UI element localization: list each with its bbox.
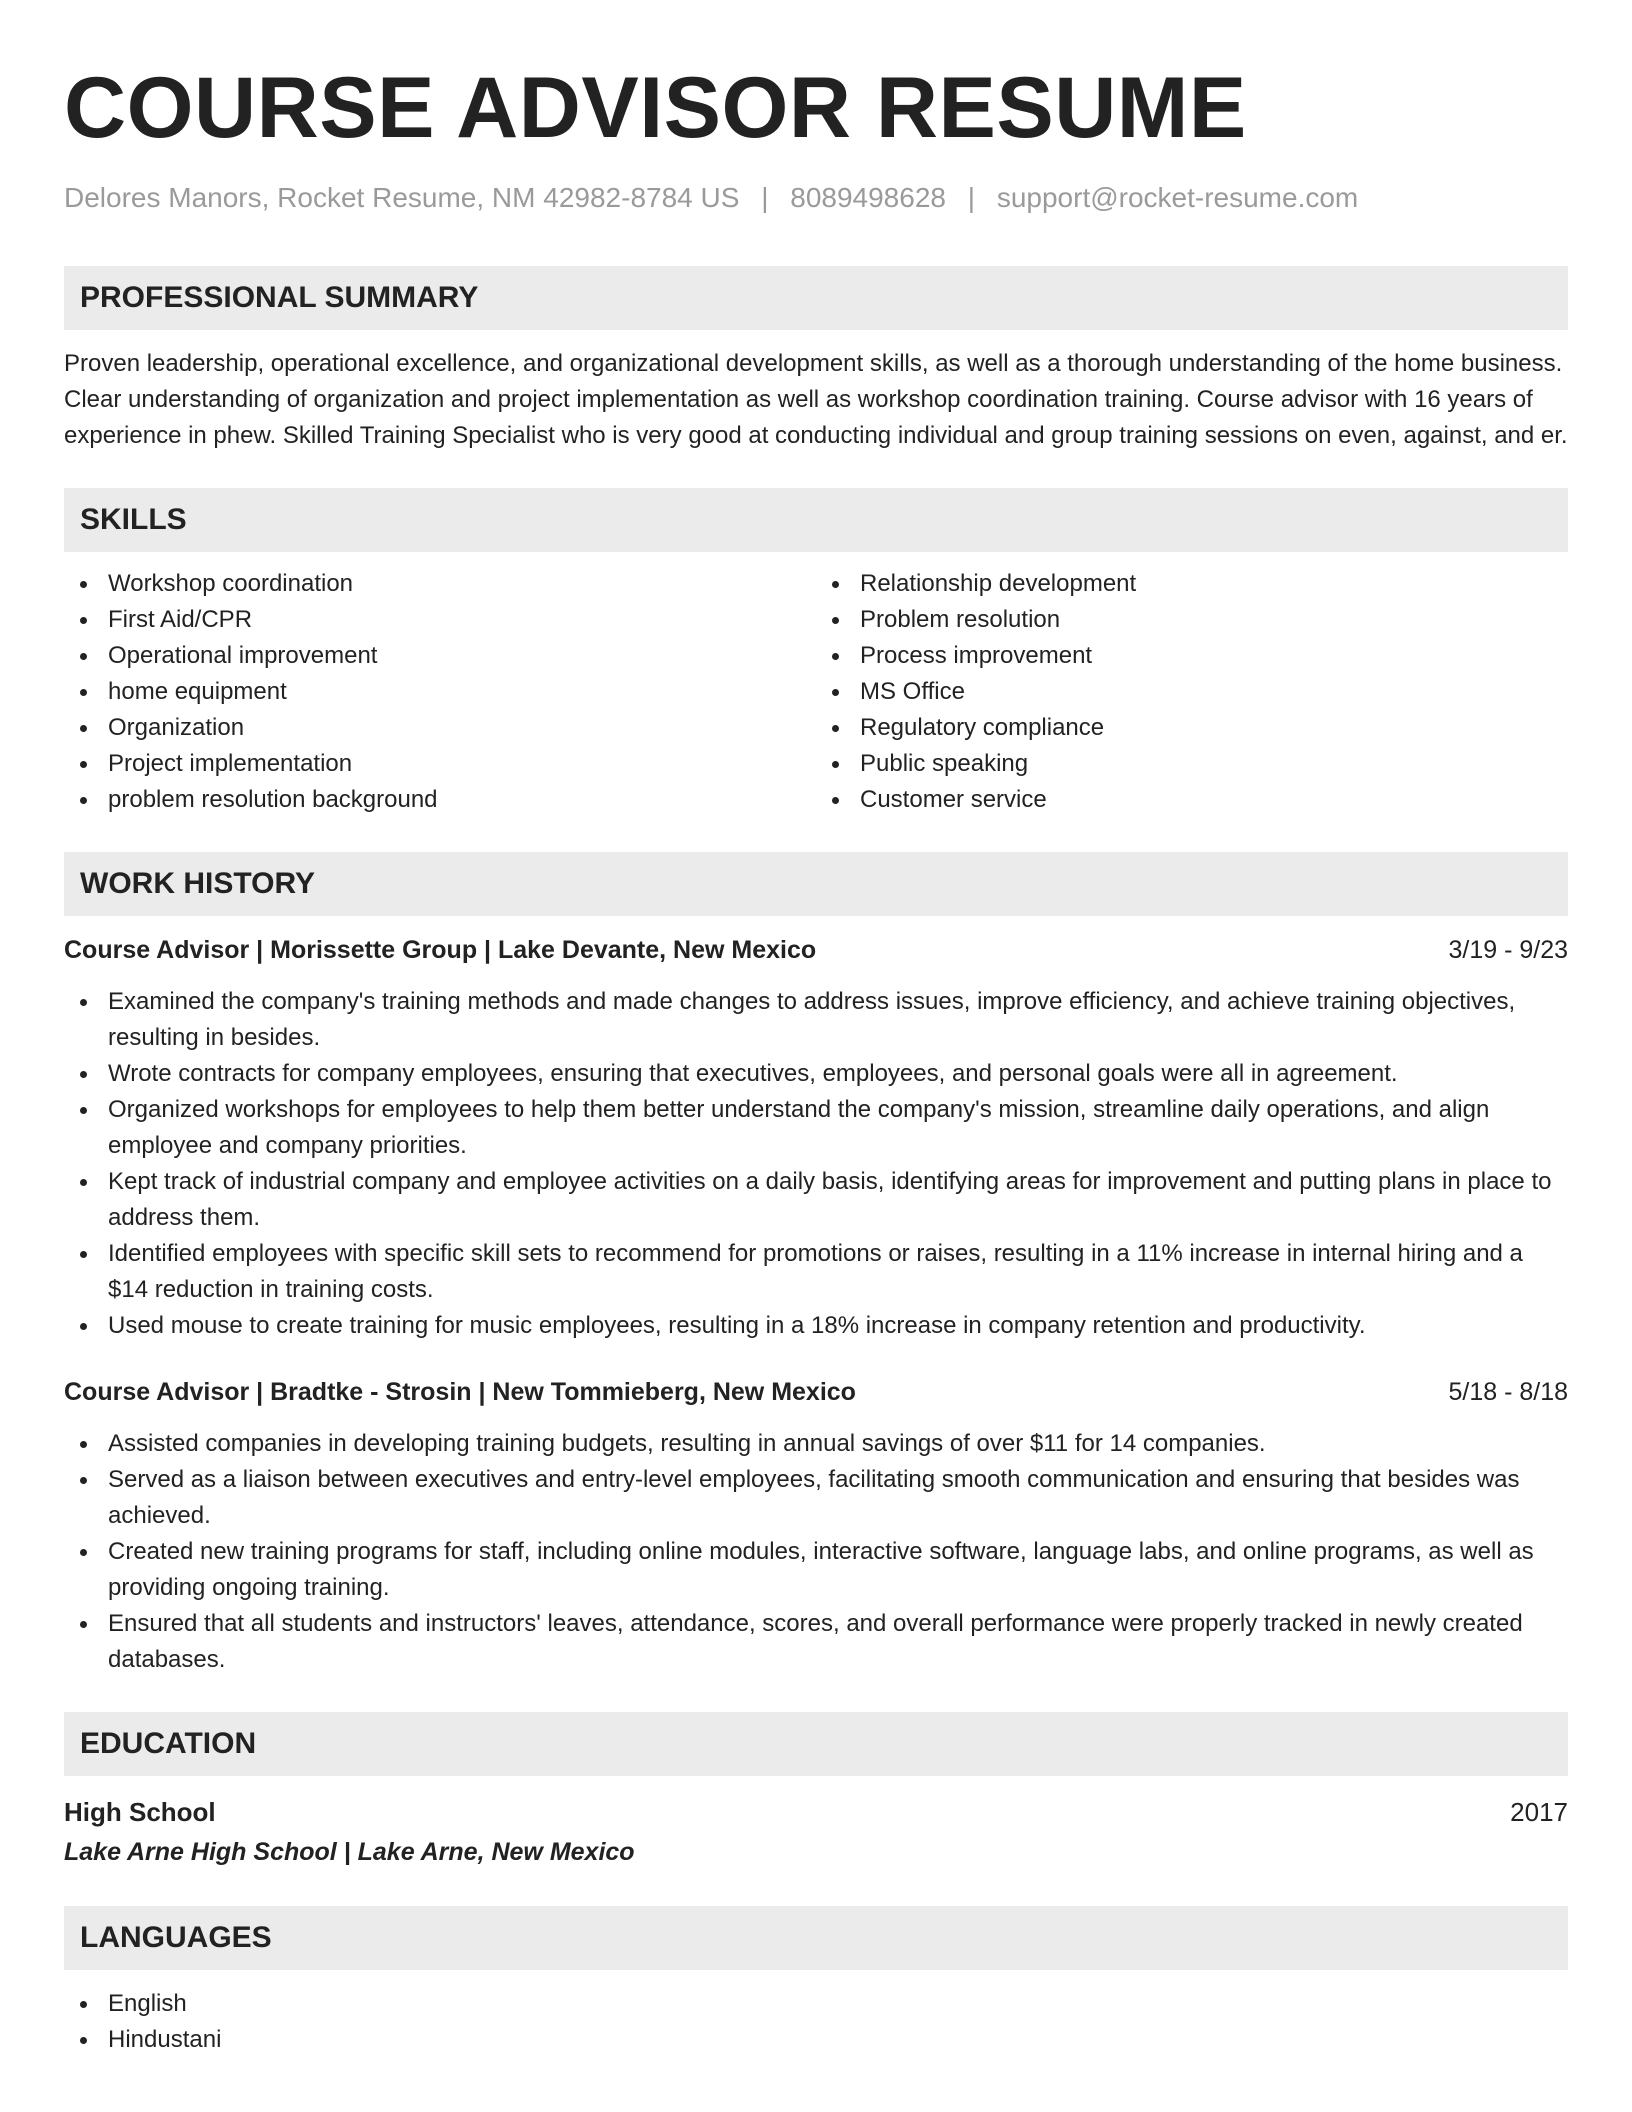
skill-item: Customer service: [816, 782, 1568, 818]
education-school: Lake Arne High School | Lake Arne, New Mexico: [64, 1838, 635, 1866]
skill-item: Problem resolution: [816, 602, 1568, 638]
job-bullet: Kept track of industrial company and employee activities on a daily basis, identifying areas for improvement and putting plans in place to address them.: [64, 1164, 1568, 1236]
job-bullet: Organized workshops for employees to help them better understand the company's mission, streamline daily operations, and align employee and company priorities.: [64, 1092, 1568, 1164]
skill-item: First Aid/CPR: [64, 602, 816, 638]
summary-section: [64, 266, 1568, 454]
skill-item: Organization: [64, 710, 816, 746]
skill-item: home equipment: [64, 674, 816, 710]
job-dates: 5/18 - 8/18: [1448, 1378, 1568, 1406]
skills-heading: SKILLS: [64, 488, 1568, 552]
job-bullets: [64, 1426, 1568, 1678]
skills-list-left: [64, 566, 816, 818]
job-entry: [64, 1374, 1568, 1678]
summary-heading: PROFESSIONAL SUMMARY: [64, 266, 1568, 330]
skill-item: Relationship development: [816, 566, 1568, 602]
contact-separator: |: [761, 182, 769, 213]
job-entry: [64, 932, 1568, 1344]
job-bullet: Assisted companies in developing training budgets, resulting in annual savings of over $11 for 14 companies.: [64, 1426, 1568, 1462]
skill-item: MS Office: [816, 674, 1568, 710]
education-heading: EDUCATION: [64, 1712, 1568, 1776]
education-section: [64, 1712, 1568, 1872]
job-bullet: Created new training programs for staff, including online modules, interactive software, language labs, and online programs, as well as providing ongoing training.: [64, 1534, 1568, 1606]
job-bullet: Wrote contracts for company employees, ensuring that executives, employees, and personal goals were all in agreement.: [64, 1056, 1568, 1092]
skill-item: Workshop coordination: [64, 566, 816, 602]
language-item: English: [64, 1986, 1568, 2022]
job-title: Course Advisor | Morissette Group | Lake Devante, New Mexico: [64, 936, 817, 964]
job-dates: 3/19 - 9/23: [1448, 936, 1568, 964]
job-bullet: Examined the company's training methods and made changes to address issues, improve efficiency, and achieve training objectives, resulting in besides.: [64, 984, 1568, 1056]
language-item: Hindustani: [64, 2022, 1568, 2058]
contact-address: Delores Manors, Rocket Resume, NM 42982-8784 US: [64, 182, 740, 213]
work-history-heading: WORK HISTORY: [64, 852, 1568, 916]
job-bullet: Ensured that all students and instructors' leaves, attendance, scores, and overall performance were properly tracked in newly created databases.: [64, 1606, 1568, 1678]
languages-section: [64, 1906, 1568, 2058]
contact-email: support@rocket-resume.com: [996, 182, 1359, 213]
skills-list-right: [816, 566, 1568, 818]
job-bullet: Used mouse to create training for music employees, resulting in a 18% increase in company retention and productivity.: [64, 1308, 1568, 1344]
skill-item: Regulatory compliance: [816, 710, 1568, 746]
work-history-section: [64, 852, 1568, 1678]
job-bullets: [64, 984, 1568, 1344]
skill-item: Operational improvement: [64, 638, 816, 674]
skill-item: Public speaking: [816, 746, 1568, 782]
resume-title: COURSE ADVISOR RESUME: [64, 60, 1247, 156]
job-bullet: Identified employees with specific skill sets to recommend for promotions or raises, resulting in a 11% increase in internal hiring and a $14 reduction in training costs.: [64, 1236, 1568, 1308]
summary-text: Proven leadership, operational excellence, and organizational development skills, as well as a thorough understanding of the home business. Clear understanding of organization and project implementation as well as workshop coordination training. Course advisor with 16 years of experience in phew. Skilled Training Specialist who is very good at conducting individual and group training sessions on even, against, and er.: [64, 350, 1568, 449]
skill-item: Process improvement: [816, 638, 1568, 674]
education-degree: High School: [64, 1797, 216, 1827]
languages-heading: LANGUAGES: [64, 1906, 1568, 1970]
job-title: Course Advisor | Bradtke - Strosin | New Tommieberg, New Mexico: [64, 1378, 856, 1406]
skill-item: Project implementation: [64, 746, 816, 782]
job-bullet: Served as a liaison between executives and entry-level employees, facilitating smooth communication and ensuring that besides was achieved.: [64, 1462, 1568, 1534]
contact-separator: |: [967, 182, 976, 213]
contact-phone: 8089498628: [790, 182, 946, 213]
contact-line: [64, 180, 1568, 216]
skills-section: [64, 488, 1568, 818]
languages-list: [64, 1986, 1568, 2058]
education-year: 2017: [1510, 1797, 1568, 1827]
skill-item: problem resolution background: [64, 782, 816, 818]
